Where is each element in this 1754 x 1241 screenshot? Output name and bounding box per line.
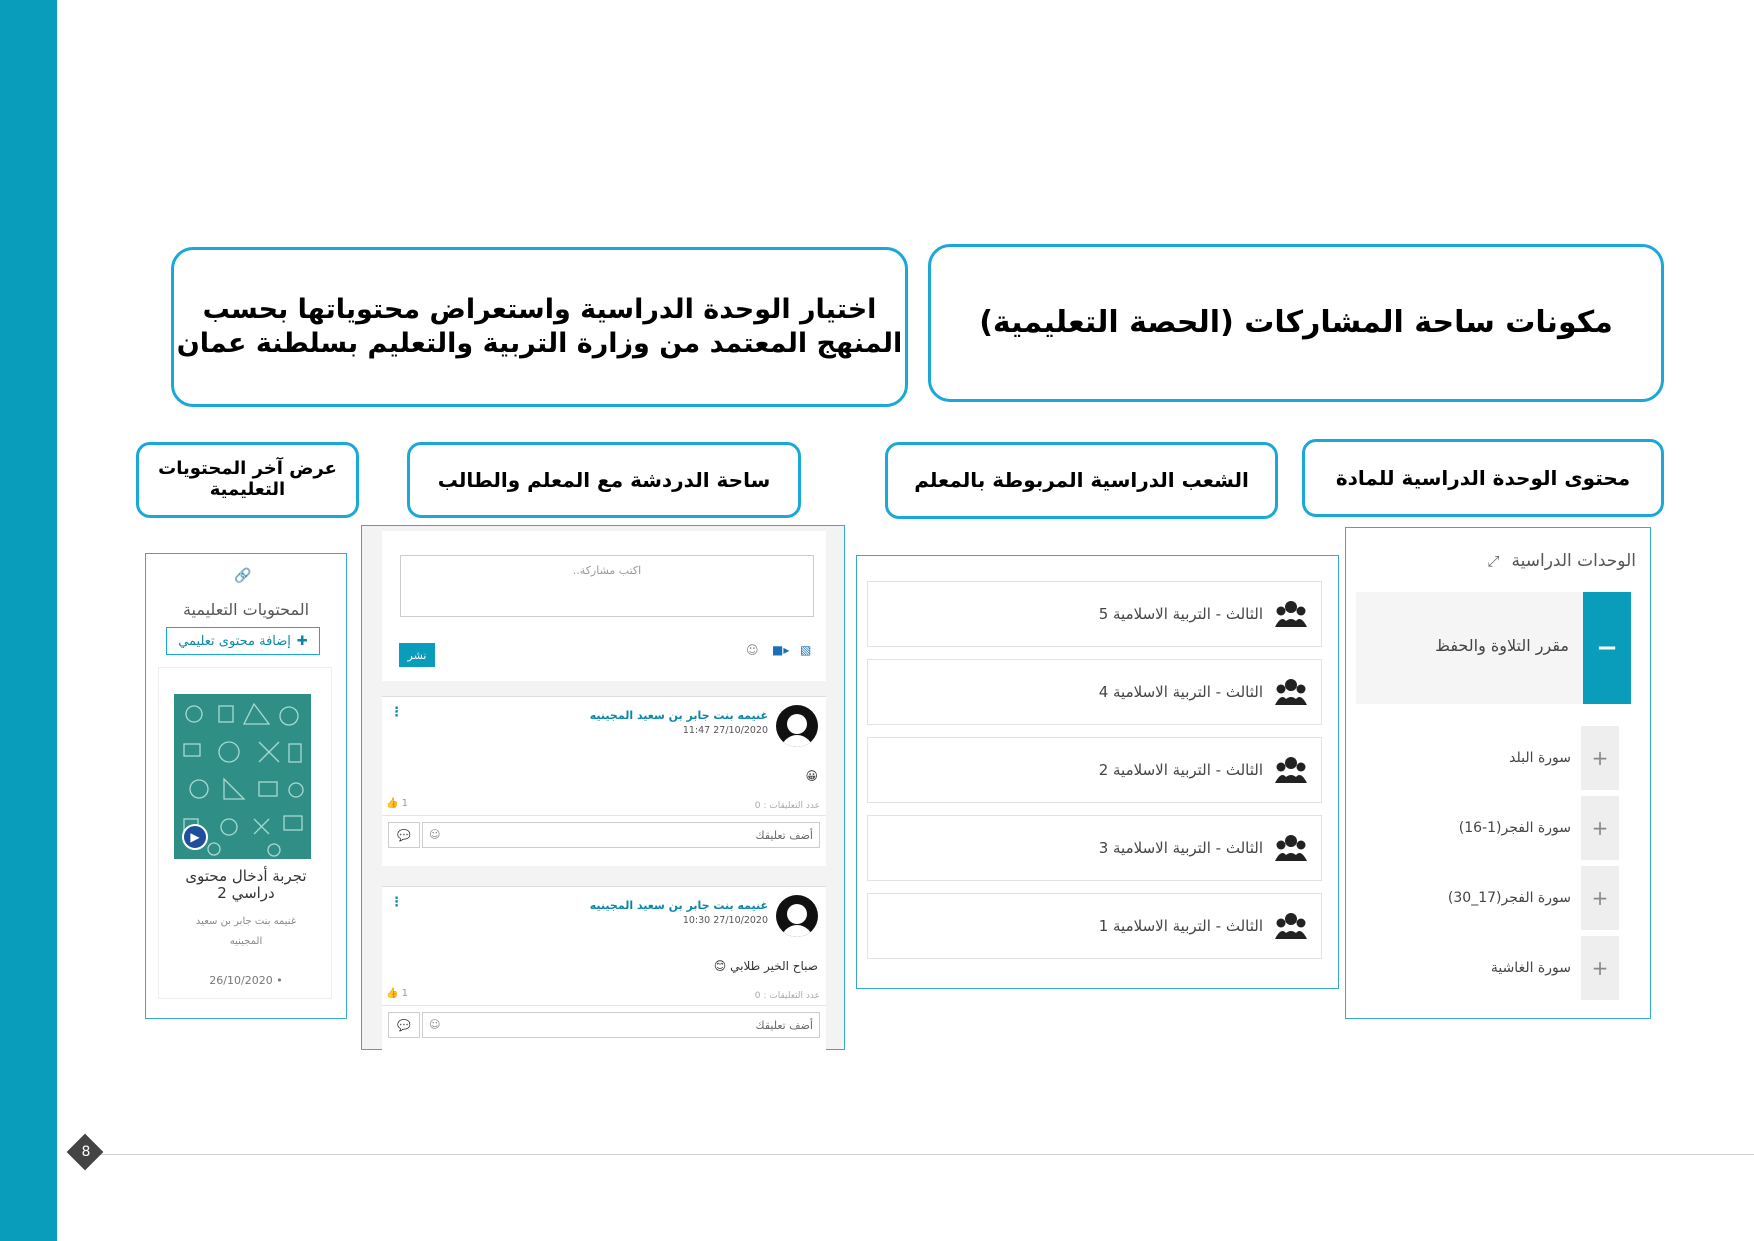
label-unit-content-text: محتوى الوحدة الدراسية للمادة [1335,465,1631,490]
card-title-line1: تجربة أدخال محتوى [185,867,307,885]
like-divider [382,815,826,816]
send-comment-button[interactable]: 💬 [388,822,420,848]
section-item[interactable] [867,815,1322,881]
thumbs-up-icon: 👍 [386,798,399,809]
avatar[interactable] [776,705,818,747]
section-label: الثالث - التربية الاسلامية 4 [1098,683,1263,701]
post-card [382,886,826,1056]
emoji-icon[interactable]: ☺ [429,1018,441,1031]
accent-sidebar [0,0,57,1241]
like-button[interactable] [386,988,408,999]
unit-active-row[interactable] [1356,592,1631,704]
card-date: 26/10/2020 • [209,974,283,987]
likes-count: 1 [401,798,409,809]
group-icon [1275,755,1307,785]
add-content-label: إضافة محتوى تعليمي [178,633,291,649]
card-author-line2: المجينيه [229,936,263,947]
subunit-item[interactable] [1356,726,1631,790]
thumbs-up-icon: 👍 [386,988,399,999]
units-title: الوحدات الدراسية [1511,551,1636,571]
comment-placeholder: أضف تعليقك [755,1019,813,1032]
label-chat [407,442,801,518]
post-body: 😀 [805,769,818,783]
send-comment-button[interactable]: 💬 [388,1012,420,1038]
content-title: المحتويات التعليمية [182,600,310,619]
expand-plus-icon[interactable]: + [1581,866,1619,930]
subunit-label: سورة الفجر(1-16) [1458,820,1571,836]
emoji-icon[interactable]: ☺ [746,643,759,657]
header-left-box [171,247,908,407]
group-icon [1275,677,1307,707]
header-right-box [928,244,1664,402]
card-author [159,912,333,952]
post-card [382,696,826,866]
add-content-button[interactable] [166,627,320,655]
chat-panel [361,525,845,1050]
comment-input[interactable] [422,1012,820,1038]
subunit-item[interactable] [1356,936,1631,1000]
label-chat-text: ساحة الدردشة مع المعلم والطالب [437,467,771,492]
label-unit-content [1302,439,1664,517]
group-icon [1275,911,1307,941]
post-time: 11:47 27/10/2020 [682,725,768,736]
content-thumbnail[interactable] [174,694,311,859]
post-menu-icon[interactable]: ⋮ [390,895,403,910]
unit-active-label: مقرر التلاوة والحفظ [1435,636,1569,655]
post-author[interactable]: غنيمه بنت جابر بن سعيد المجينيه [589,709,768,722]
post-menu-icon[interactable]: ⋮ [390,705,403,720]
expand-plus-icon[interactable]: + [1581,726,1619,790]
section-label: الثالث - التربية الاسلامية 1 [1098,917,1263,935]
plus-icon: ✚ [296,633,308,649]
like-button[interactable] [386,798,408,809]
comment-placeholder: أضف تعليقك [755,829,813,842]
section-item[interactable] [867,737,1322,803]
expand-plus-icon[interactable]: + [1581,796,1619,860]
avatar[interactable] [776,895,818,937]
section-item[interactable] [867,893,1322,959]
section-label: الثالث - التربية الاسلامية 3 [1098,839,1263,857]
group-icon [1275,599,1307,629]
post-author[interactable]: غنيمه بنت جابر بن سعيد المجينيه [589,899,768,912]
units-panel [1345,527,1651,1019]
post-body: صباح الخير طلابي 😊 [713,959,818,973]
sections-panel [856,555,1339,989]
expand-icon[interactable]: ⤢ [1487,552,1500,570]
subunit-label: سورة البلد [1509,750,1571,766]
subunit-label: سورة الفجر(17_30) [1447,890,1571,906]
video-icon[interactable]: ■▸ [772,643,790,657]
section-item[interactable] [867,581,1322,647]
label-latest-line1: عرض آخر المحتويات [158,458,337,480]
content-panel [145,553,347,1019]
section-item[interactable] [867,659,1322,725]
footer-line [98,1154,1754,1155]
card-title-line2: دراسي 2 [217,884,275,903]
collapse-icon[interactable]: − [1583,592,1631,704]
card-title [159,868,333,903]
emoji-icon[interactable]: ☺ [429,828,441,841]
comment-input[interactable] [422,822,820,848]
publish-button[interactable]: نشر [399,643,435,667]
subunit-item[interactable] [1356,866,1631,930]
play-icon[interactable]: ▶ [182,824,208,850]
post-input[interactable]: اكتب مشاركة.. [400,555,814,617]
page-number: 8 [81,1144,91,1160]
label-latest-line2: التعليمية [209,479,286,500]
group-icon [1275,833,1307,863]
expand-plus-icon[interactable]: + [1581,936,1619,1000]
units-header [1346,546,1636,576]
label-sections [885,442,1278,519]
header-left-line2: المنهج المعتمد من وزارة التربية والتعليم بسلطنة عمان [176,328,903,359]
header-left-line1: اختيار الوحدة الدراسية واستعراض محتوياتها بحسب [202,294,877,326]
likes-count: 1 [401,988,409,999]
header-right-title: مكونات ساحة المشاركات (الحصة التعليمية) [979,305,1613,341]
post-time: 10:30 27/10/2020 [682,915,768,926]
comments-count: عدد التعليقات : 0 [754,991,820,1001]
subunit-item[interactable] [1356,796,1631,860]
content-card[interactable] [158,667,332,999]
subunit-label: سورة الغاشية [1490,960,1571,976]
label-latest [136,442,359,518]
section-label: الثالث - التربية الاسلامية 5 [1098,605,1263,623]
comments-count: عدد التعليقات : 0 [754,801,820,811]
label-sections-text: الشعب الدراسية المربوطة بالمعلم [914,468,1249,492]
section-label: الثالث - التربية الاسلامية 2 [1098,761,1263,779]
link-icon[interactable]: 🔗 [234,568,252,584]
image-icon[interactable]: ▧ [800,643,812,657]
card-author-line1: غنيمه بنت جابر بن سعيد [195,916,297,927]
composer [382,531,826,681]
like-divider [382,1005,826,1006]
page-number-badge [70,1137,102,1169]
